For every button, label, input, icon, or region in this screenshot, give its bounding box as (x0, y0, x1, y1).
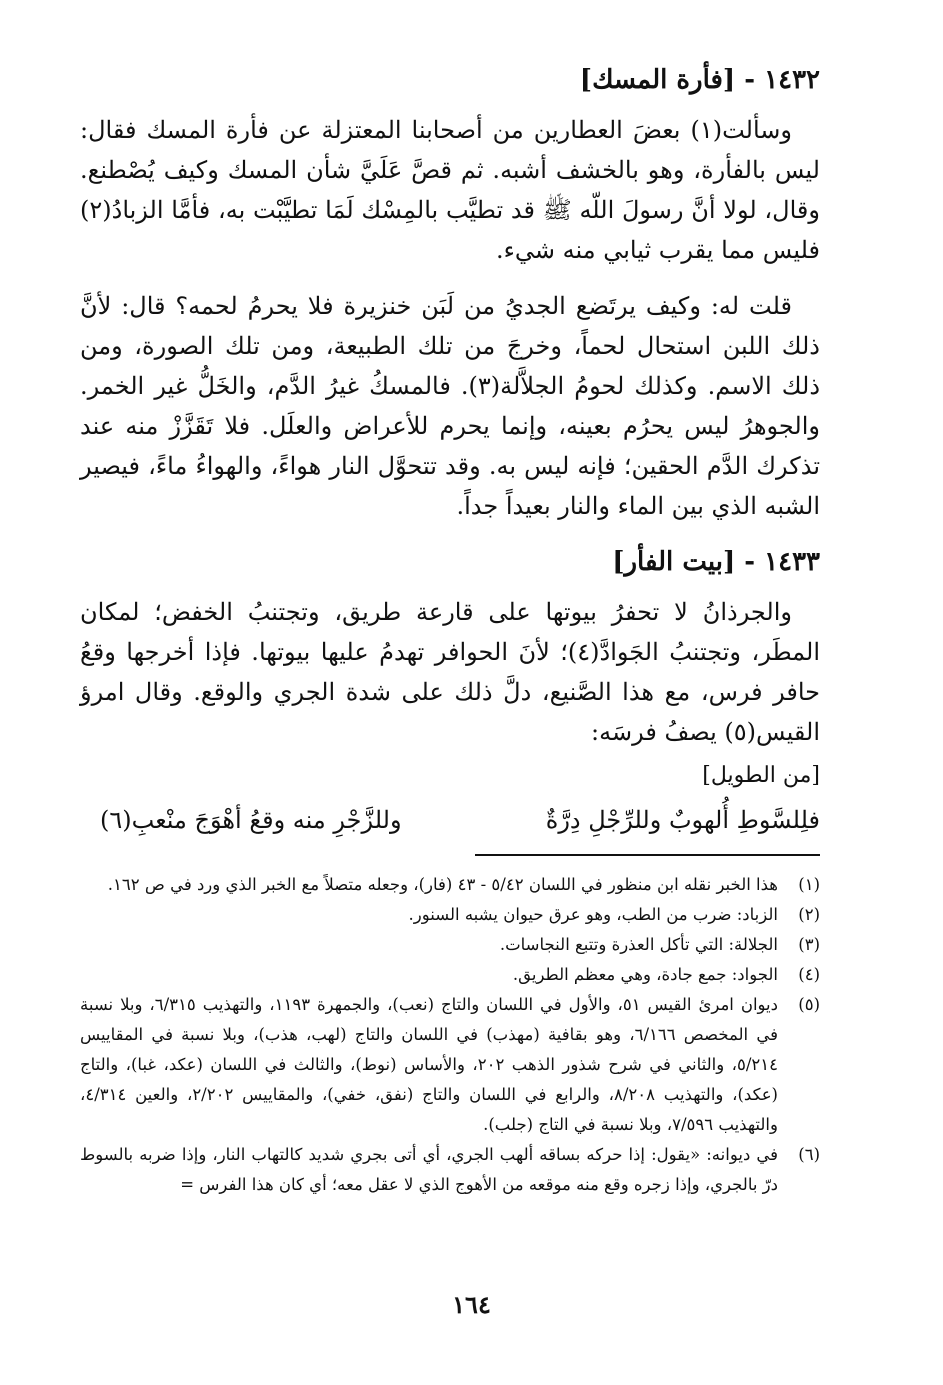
footnote-item (80, 900, 820, 930)
footnote-number: (١) (798, 875, 820, 894)
footnote-item (80, 930, 820, 960)
footnote-item (80, 990, 820, 1140)
footnote-number: (٢) (798, 905, 820, 924)
footnote-divider (475, 854, 820, 856)
footnotes (80, 870, 820, 1200)
section-heading-1433: ١٤٣٣ - [بيت الفأر] (612, 547, 820, 577)
footnote-text: الجواد: جمع جادة، وهي معظم الطريق. (512, 965, 778, 984)
footnote-text: الجلالة: التي تأكل العذرة وتتبع النجاسات. (499, 935, 778, 954)
footnote-number: (٣) (798, 935, 820, 954)
verse-first-hemistich: فلِلسَّوطِ أُلهوبٌ وللرِّجْلِ دِرَّةٌ (545, 806, 820, 834)
paragraph-musk-answer: قلت له: وكيف يرتَضع الجديُ من لَبَن خنزيرة فلا يحرمُ لحمه؟ قال: لأنَّ ذلك اللبن استحال لحماً، وخرجَ من تلك الطبيعة، ومن تلك الصورة، ومن ذلك الاسم. وكذلك لحومُ الجلاَّلة(٣). فالمسكُ غيرُ الدَّم، والخَلُّ غير الخمر. والجوهرُ ليس يحرُم بعينه، وإنما يحرم للأعراض والعلَل. فلا تَقَزَّزْ منه عند تذكرك الدَّم الحقين؛ فإنه ليس به. وقد تتحوَّل النار هواءً، والهواءُ ماءً، فيصير الشبه الذي بين الماء والنار بعيداً جداً. (80, 292, 821, 520)
page-body (80, 60, 820, 1200)
paragraph-rat-burrows: والجرذانُ لا تحفرُ بيوتها على قارعة طريق، وتجتنبُ الخفض؛ لمكان المطَر، وتجتنبُ الجَوادَّ(٤)؛ لأنَ الحوافر تهدمُ عليها بيوتها. فإذا أخرجها وقعُ حافر فرس، مع هذا الصَّنيع، دلَّ ذلك على شدة الجري والوقع. وقال امرؤ القيس(٥) يصفُ فرسَه: (80, 598, 820, 746)
footnote-number: (٤) (798, 965, 820, 984)
poetic-meter-label: [من الطويل] (702, 763, 820, 788)
footnote-item (80, 870, 820, 900)
footnote-text: هذا الخبر نقله ابن منظور في اللسان ٥/٤٢ - ٤٣ (فار)، وجعله متصلاً مع الخبر الذي ورد في ص ١٦٢. (107, 875, 778, 894)
paragraph-musk-question: وسألت(١) بعضَ العطارين من أصحابنا المعتزلة عن فأرة المسك فقال: ليس بالفأرة، وهو بالخشف أشبه. ثم قصَّ عَلَيَّ شأن المسك وكيف يُصْطنع. وقال، لولا أنَّ رسولَ اللّه ﷺ قد تطيَّب بالمِسْك لَمَا تطيَّبْت به، فأمَّا الزبادُ(٢) فليس مما يقرب ثيابي منه شيء. (80, 116, 820, 264)
footnote-number: (٥) (798, 995, 820, 1014)
footnote-item (80, 960, 820, 990)
footnote-text: في ديوانه: «يقول: إذا حركه بساقه ألهب الجري، أي أتى بجري شديد كالتهاب النار، وإذا ضربه بالسوط درّ بالجري، وإذا زجره وقع منه موقعه من الأهوج الذي لا عقل معه؛ أي كان هذا الفرس = (80, 1145, 778, 1194)
verse-second-hemistich: وللزَّجْرِ منه وقعُ أهْوَجَ منْعبِ(٦) (100, 806, 402, 834)
footnote-text: ديوان امرئ القيس ٥١، والأول في اللسان والتاج (نعب)، والجمهرة ١١٩٣، والتهذيب ٦/٣١٥، وبلا نسبة في المخصص ٦/١٦٦، وهو بقافية (مهذب) في اللسان والتاج (لهب، هذب)، وبلا نسبة في المقاييس ٥/٢١٤، والثاني في شرح شذور الذهب ٢٠٢، والأساس (نوط)، والثالث في اللسان (عكد، غبا)، والتاج (عكد)، والتهذيب ٨/٢٠٨، والرابع في اللسان والتاج (نفق، خفي)، والمقاييس ٢/٢٠٢، والعين ٤/٣١٤، والتهذيب ٧/٥٩٦، وبلا نسبة في التاج (جلب). (80, 995, 778, 1134)
section-heading-1432: ١٤٣٢ - [فأرة المسك] (579, 65, 820, 95)
footnote-text: الزباد: ضرب من الطب، وهو عرق حيوان يشبه السنور. (408, 905, 778, 924)
page-number: ١٦٤ (452, 1290, 491, 1319)
footnote-number: (٦) (798, 1145, 820, 1164)
poem-verse (80, 800, 820, 840)
footnote-item (80, 1140, 820, 1200)
